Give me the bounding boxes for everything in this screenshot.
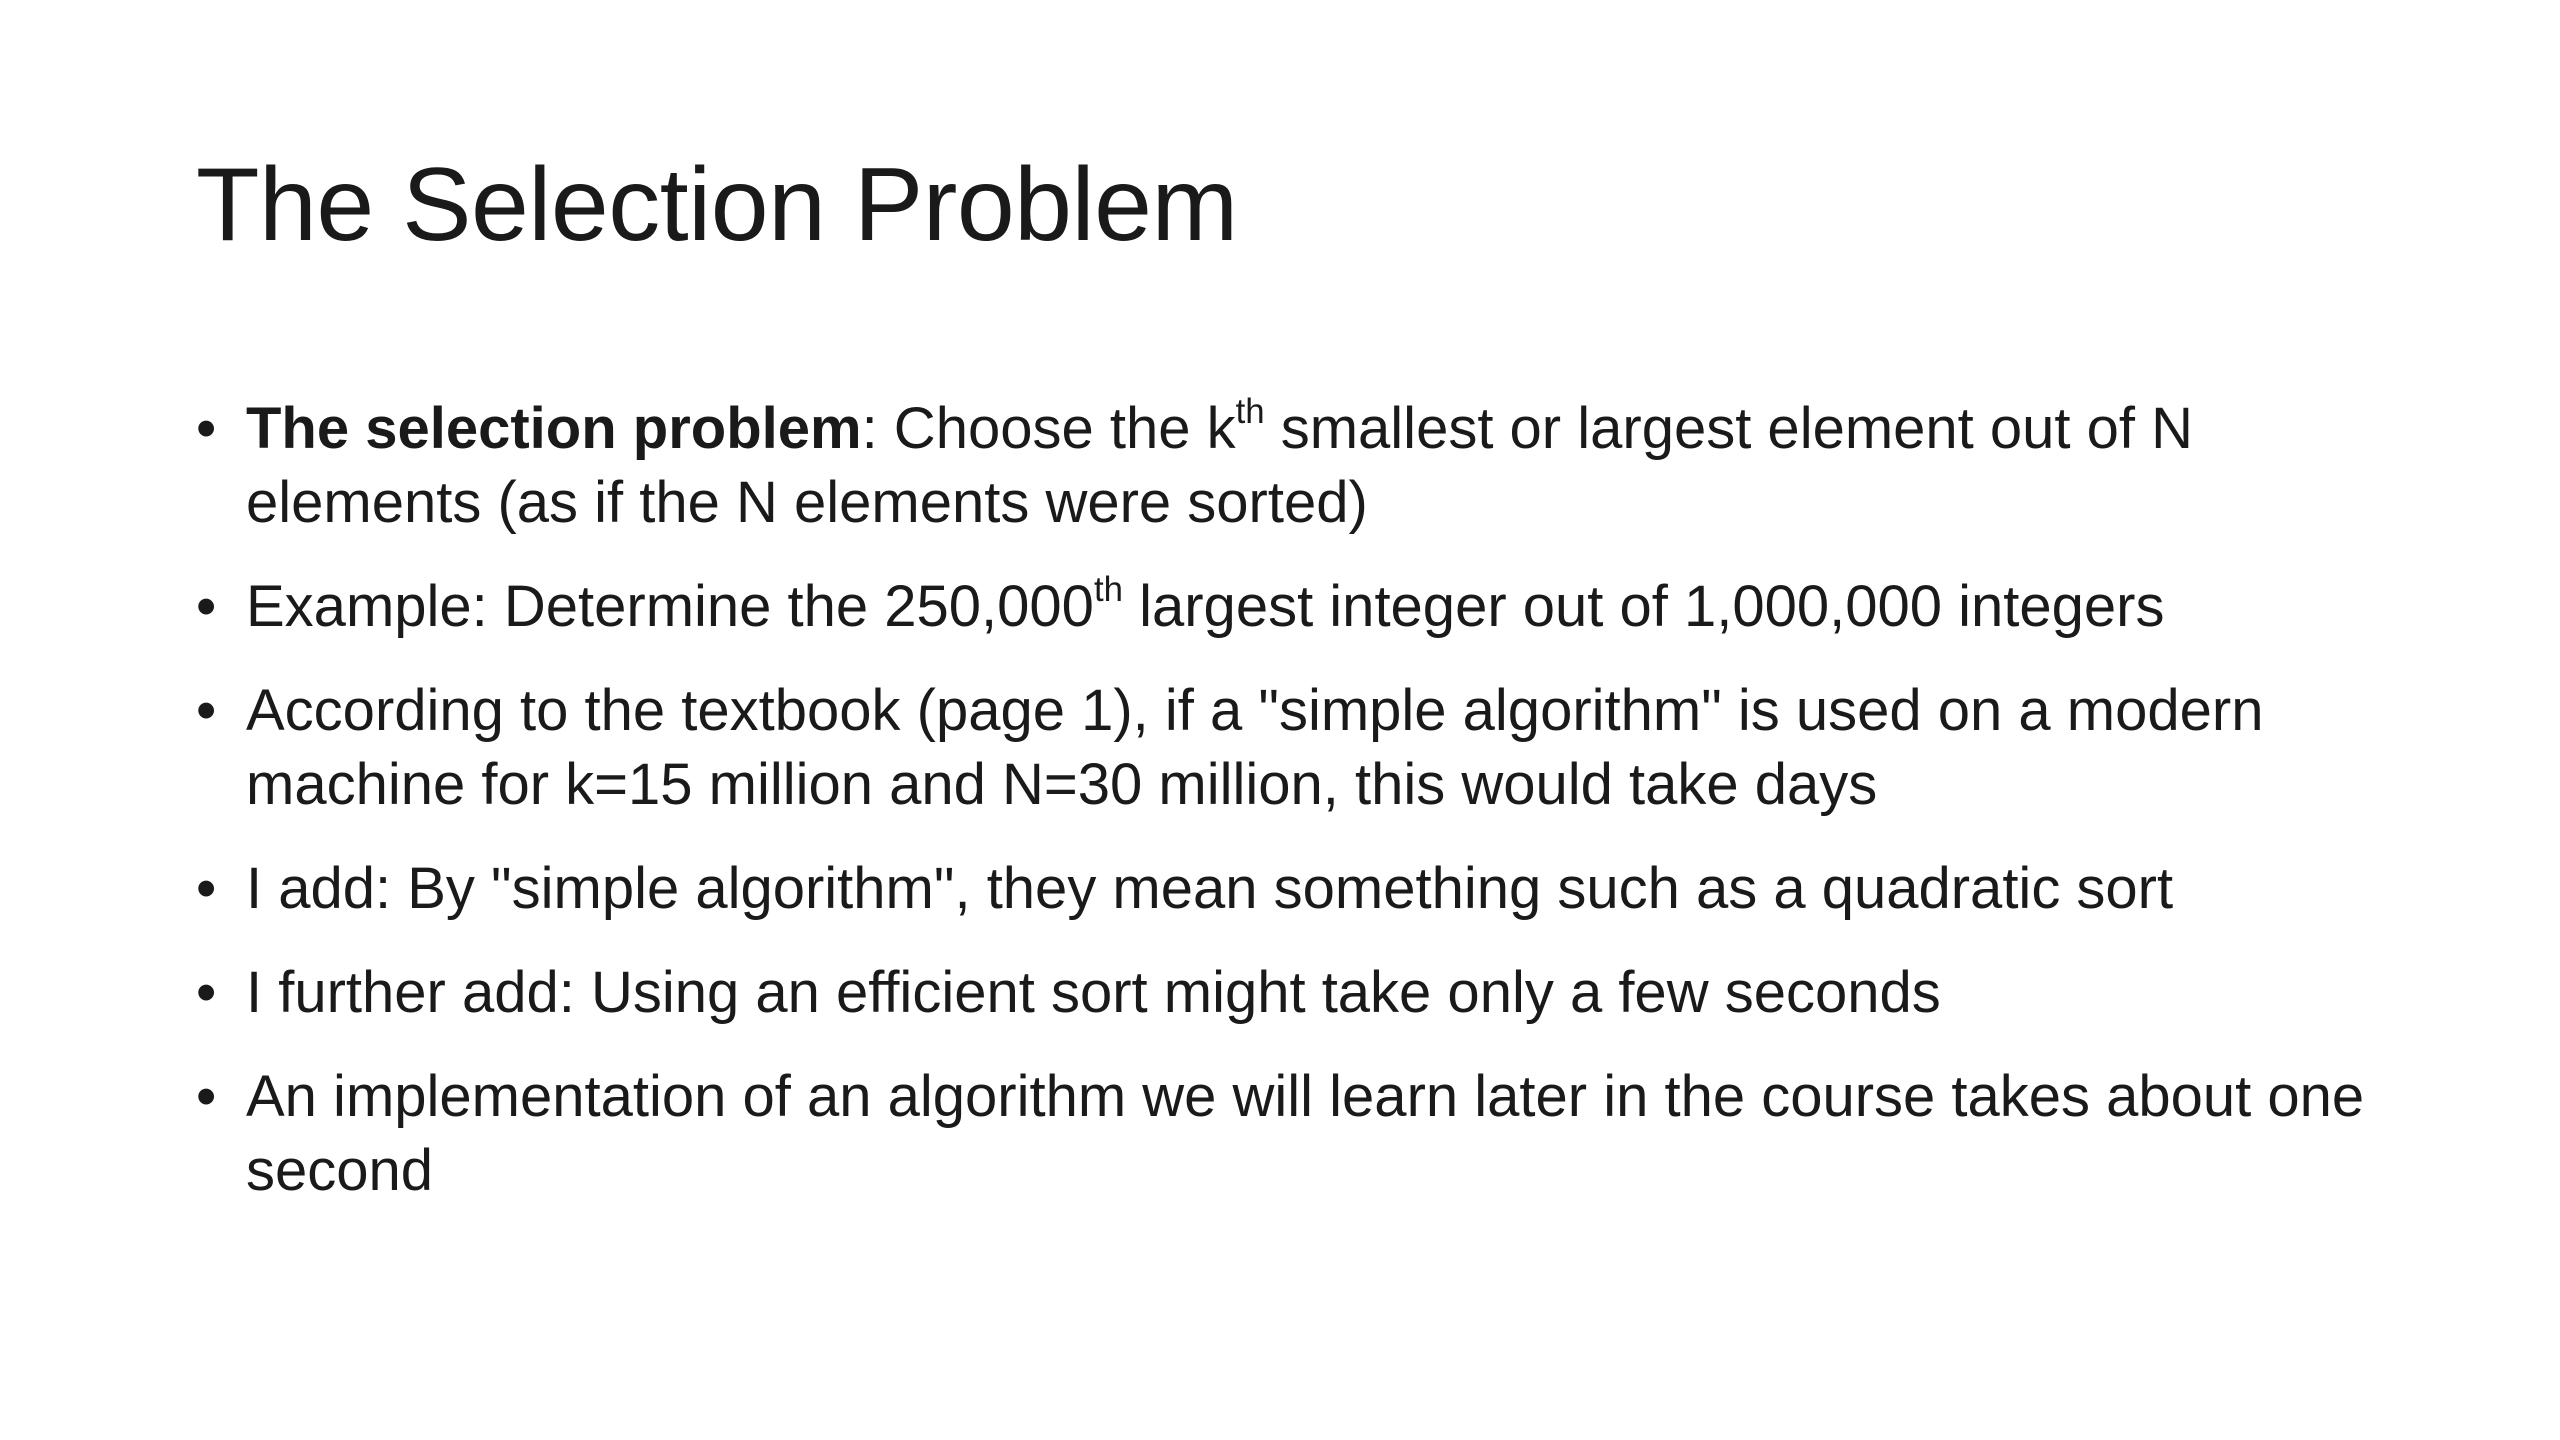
superscript-ordinal: th bbox=[1093, 569, 1123, 609]
bullet-item-simple-algorithm bbox=[196, 852, 2396, 926]
bullet-dot-icon: • bbox=[196, 678, 217, 743]
bullet-item-textbook bbox=[196, 674, 2396, 822]
bullet-text: I add: By "simple algorithm", they mean something such as a quadratic sort bbox=[246, 856, 2174, 921]
bullet-dot-icon: • bbox=[196, 960, 217, 1025]
bullet-item-selection-problem bbox=[196, 392, 2396, 540]
bullet-text: I further add: Using an efficient sort might take only a few seconds bbox=[246, 960, 1941, 1025]
bullet-dot-icon: • bbox=[196, 574, 217, 639]
bullet-bold-term: The selection problem bbox=[246, 396, 862, 461]
bullet-item-efficient-sort bbox=[196, 956, 2396, 1030]
bullet-text: An implementation of an algorithm we will learn later in the course takes about one second bbox=[246, 1064, 2365, 1203]
bullet-dot-icon: • bbox=[196, 396, 217, 461]
bullet-text: According to the textbook (page 1), if a "simple algorithm" is used on a modern machine for k=15 million and N=30 million, this would take days bbox=[246, 678, 2264, 817]
bullet-text: : Choose the k bbox=[861, 396, 1236, 461]
slide-title: The Selection Problem bbox=[196, 147, 1238, 263]
bullet-list bbox=[196, 392, 2396, 1238]
bullet-text: smallest or largest element out of N elements (as if the N elements were sorted) bbox=[246, 396, 2194, 535]
superscript-ordinal: th bbox=[1235, 391, 1265, 431]
bullet-text: largest integer out of 1,000,000 integers bbox=[1122, 574, 2165, 639]
bullet-item-implementation bbox=[196, 1060, 2396, 1208]
bullet-dot-icon: • bbox=[196, 856, 217, 921]
bullet-item-example bbox=[196, 570, 2396, 644]
bullet-dot-icon: • bbox=[196, 1064, 217, 1129]
bullet-text: Example: Determine the 250,000 bbox=[246, 574, 1094, 639]
